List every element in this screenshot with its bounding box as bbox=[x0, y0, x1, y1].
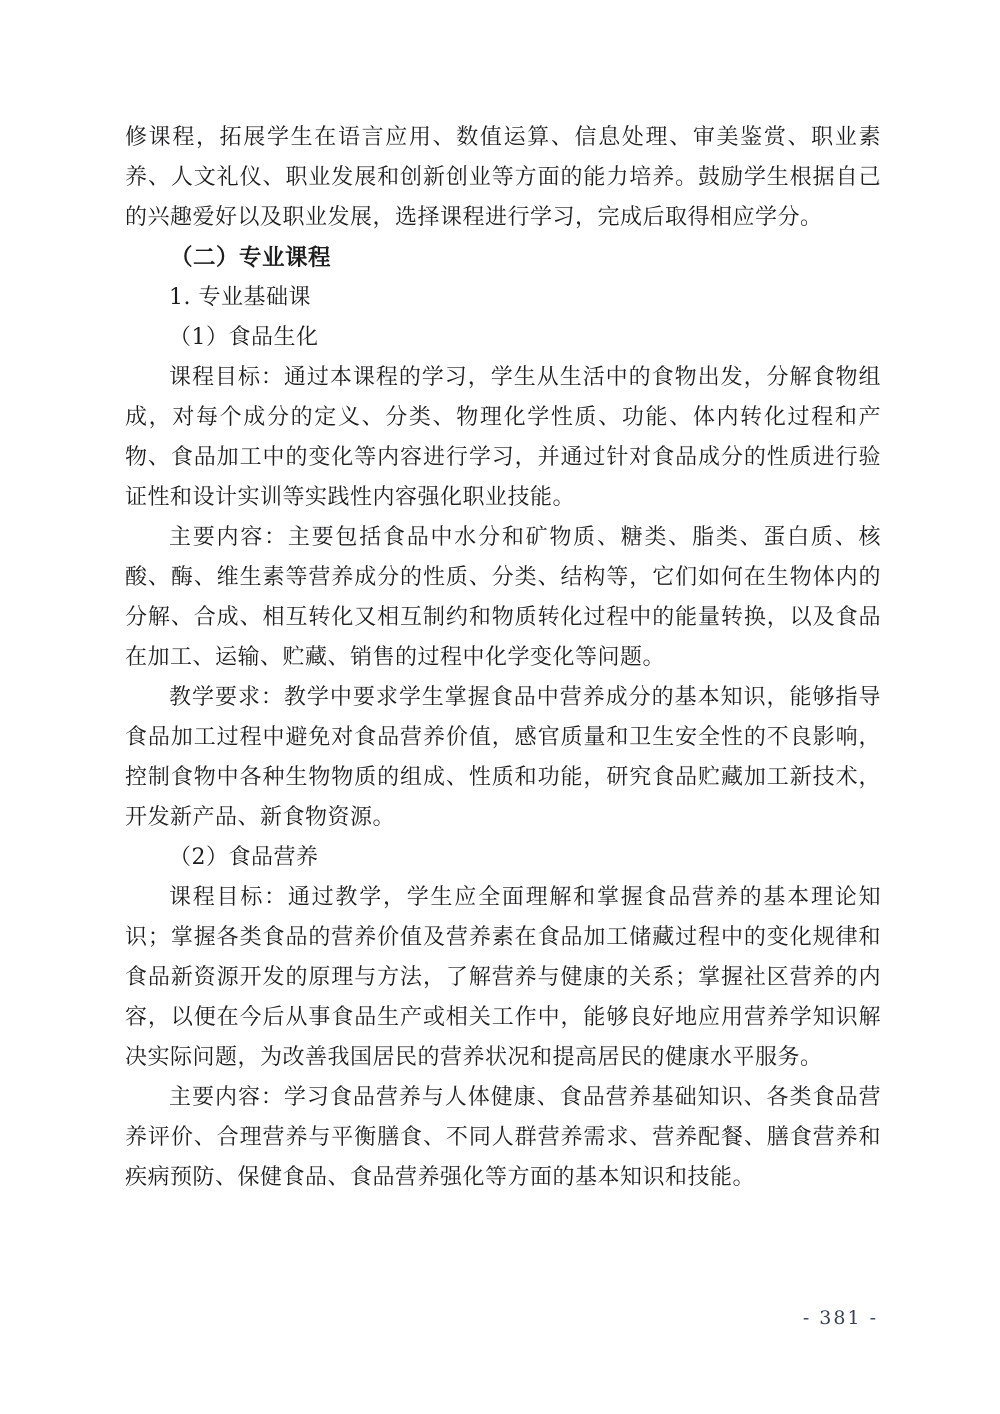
section-heading-professional-courses: （二）专业课程 bbox=[170, 245, 332, 271]
paragraph-elective-courses-continuation: 修课程，拓展学生在语言应用、数值运算、信息处理、审美鉴赏、职业素养、人文礼仪、职业发展和创新创业等方面的能力培养。鼓励学生根据自己的兴趣爱好以及职业发展，选择课程进行学习，完成后取得相应学分。 bbox=[125, 125, 881, 230]
paragraph-course-goal-food-nutrition: 课程目标：通过教学，学生应全面理解和掌握食品营养的基本理论知识；掌握各类食品的营养价值及营养素在食品加工储藏过程中的变化规律和食品新资源开发的原理与方法，了解营养与健康的关系；掌握社区营养的内容，以便在今后从事食品生产或相关工作中，能够良好地应用营养学知识解决实际问题，为改善我国居民的营养状况和提高居民的健康水平服务。 bbox=[125, 885, 881, 1070]
page-body bbox=[125, 118, 881, 1198]
paragraph-main-content-food-nutrition: 主要内容：学习食品营养与人体健康、食品营养基础知识、各类食品营养评价、合理营养与平衡膳食、不同人群营养需求、营养配餐、膳食营养和疾病预防、保健食品、食品营养强化等方面的基本知识和技能。 bbox=[125, 1085, 881, 1190]
list-item-professional-basic-courses: 1. 专业基础课 bbox=[169, 285, 311, 310]
subsection-title-food-biochemistry: （1）食品生化 bbox=[169, 325, 319, 350]
paragraph-course-goal-food-biochemistry: 课程目标：通过本课程的学习，学生从生活中的食物出发，分解食物组成，对每个成分的定义、分类、物理化学性质、功能、体内转化过程和产物、食品加工中的变化等内容进行学习，并通过针对食品成分的性质进行验证性和设计实训等实践性内容强化职业技能。 bbox=[125, 365, 881, 510]
paragraph-teaching-requirements-food-biochemistry: 教学要求：教学中要求学生掌握食品中营养成分的基本知识，能够指导食品加工过程中避免对食品营养价值，感官质量和卫生安全性的不良影响，控制食物中各种生物物质的组成、性质和功能，研究食品贮藏加工新技术，开发新产品、新食物资源。 bbox=[125, 685, 881, 830]
page-number: - 381 - bbox=[802, 1307, 878, 1329]
subsection-title-food-nutrition: （2）食品营养 bbox=[169, 845, 319, 870]
paragraph-main-content-food-biochemistry: 主要内容：主要包括食品中水分和矿物质、糖类、脂类、蛋白质、核酸、酶、维生素等营养成分的性质、分类、结构等，它们如何在生物体内的分解、合成、相互转化又相互制约和物质转化过程中的能量转换，以及食品在加工、运输、贮藏、销售的过程中化学变化等问题。 bbox=[125, 525, 881, 670]
